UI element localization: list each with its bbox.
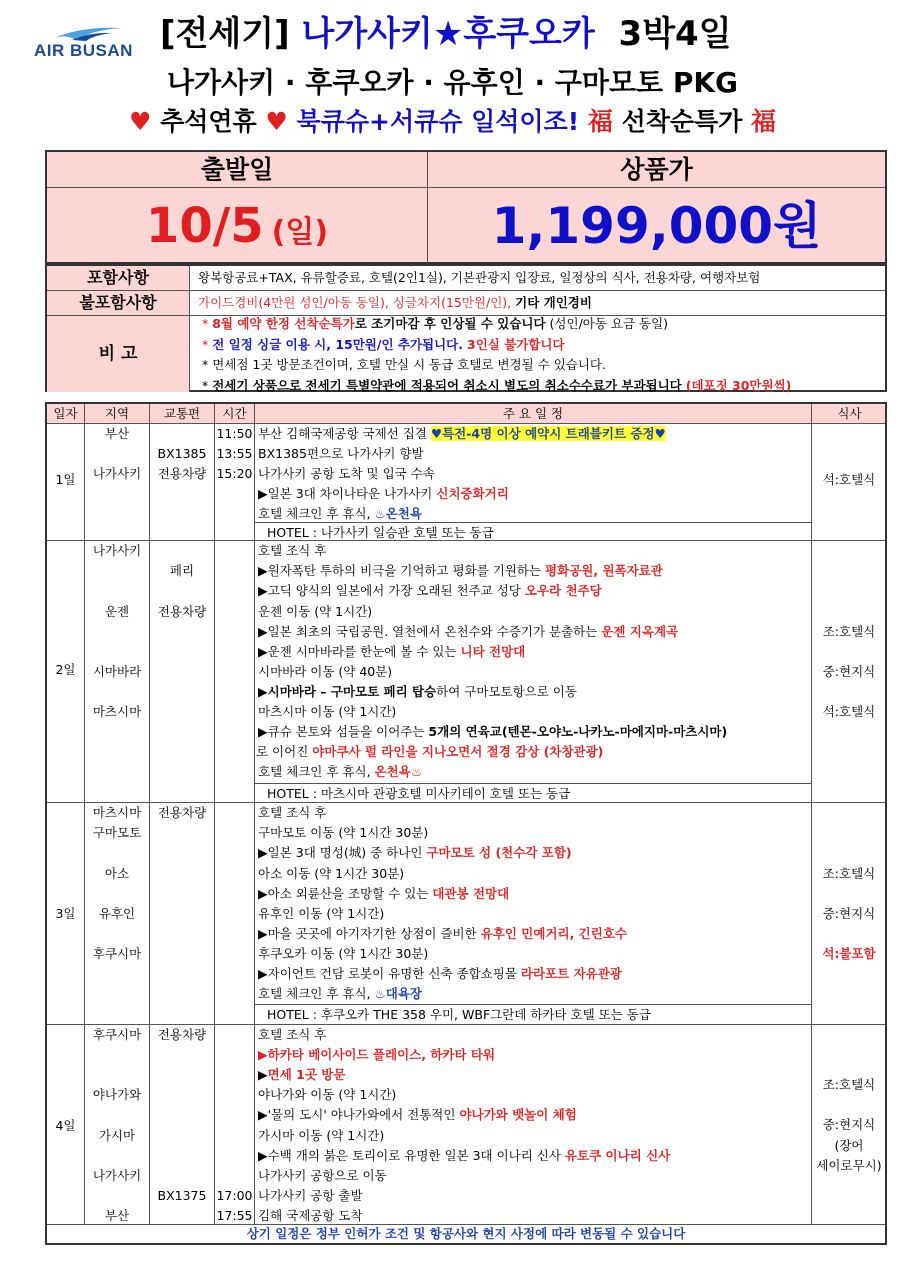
area: 아소 <box>104 866 130 881</box>
itinerary-line: 야나가와 이동 (약 1시간) <box>258 1087 397 1102</box>
excluded-black: 기타 개인경비 <box>515 295 592 310</box>
promo-route: 북큐슈+서큐슈 일석이조! <box>296 107 580 136</box>
itinerary-line: ▶고딕 양식의 일본에서 가장 오래된 천주교 성당 오우라 천주당 <box>258 583 602 598</box>
day-label: 4일 <box>55 1118 76 1133</box>
area: 후쿠시마 <box>92 1027 142 1042</box>
itinerary-line: ▶일본 3대 차이나타운 나가사키 신치중화거리 <box>258 486 509 501</box>
area: 나가사키 <box>92 543 142 558</box>
itinerary-line: 후쿠오카 이동 (약 1시간 30분) <box>258 946 429 961</box>
heart-icon: ♥ <box>128 107 152 136</box>
itinerary-line: ▶큐슈 본토와 섬들을 이어주는 5개의 연육교(텐몬-오야노-나카노-마에지마-마츠시마) <box>258 724 728 739</box>
header-itinerary: 주 요 일 정 <box>502 406 564 421</box>
note-4: * 전세기 상품으로 전세기 특별약관에 적용되어 취소시 별도의 취소수수료가 부과됩니다 (데포짓 30만원씩) <box>202 377 792 393</box>
itinerary-line: 호텔 체크인 후 휴식, ♨온천욕 <box>258 506 422 521</box>
itinerary-line: 시마바라 이동 (약 40분) <box>258 664 393 679</box>
title-suffix: 3박4일 <box>618 14 732 54</box>
price-label: 상품가 <box>428 152 885 188</box>
hotel-info: HOTEL : 마츠시마 관광호텔 미사키테이 호텔 또는 동급 <box>255 783 811 803</box>
header-day: 일자 <box>53 406 78 421</box>
itinerary-line: ▶마을 곳곳에 아기자기한 상점이 즐비한 유후인 민예거리, 긴린호수 <box>258 926 627 941</box>
itinerary-line: ▶일본 3대 명성(城) 중 하나인 구마모토 성 (천수각 포함) <box>258 845 572 860</box>
area: 시마바라 <box>92 664 142 679</box>
transport: 전용차량 <box>157 466 207 481</box>
note-2: * 전 일정 싱글 이용 시, 15만원/인 추가됩니다. 3인실 불가합니다 <box>202 336 565 352</box>
meal: 중:현지식 <box>822 664 876 679</box>
schedule-table <box>45 402 887 1245</box>
itinerary-line: 운젠 이동 (약 1시간) <box>258 604 373 619</box>
header-meal: 식사 <box>837 406 862 421</box>
weekday: (일) <box>271 215 329 250</box>
itinerary-line: 호텔 조식 후 <box>258 805 327 820</box>
time: 11:50 <box>216 426 253 441</box>
date-value: 10/5 <box>145 198 264 254</box>
itinerary-line: 호텔 조식 후 <box>258 543 327 558</box>
itinerary-line: ▶원자폭탄 투하의 비극을 기억하고 평화를 기원하는 평화공원, 원폭자료관 <box>258 563 663 578</box>
area: 마츠시마 <box>92 704 142 719</box>
subtitle: 나가사키 · 후쿠오카 · 유후인 · 구마모토 PKG <box>166 66 739 99</box>
notes-label: 비 고 <box>47 316 190 392</box>
meal: 조:호텔식 <box>822 1077 876 1092</box>
area: 야나가와 <box>92 1087 142 1102</box>
itinerary-line: 가시마 이동 (약 1시간) <box>258 1128 385 1143</box>
promo-line <box>0 104 905 140</box>
itinerary-line: ▶아소 외륜산을 조망할 수 있는 대관봉 전망대 <box>258 886 510 901</box>
price-box <box>45 150 887 264</box>
heart-icon: ♥ <box>265 107 288 136</box>
included-label: 포함사항 <box>47 266 190 290</box>
promo-holiday: 추석연휴 <box>160 107 257 136</box>
note-3: * 면세점 1곳 방문조건이며, 호텔 만실 시 동급 호텔로 변경될 수 있습니다. <box>202 357 606 373</box>
transport: 전용차량 <box>157 604 207 619</box>
header-time: 시간 <box>222 406 247 421</box>
meal: 중:현지식 <box>822 1117 876 1132</box>
itinerary-line: 나가사키 공항으로 이동 <box>258 1168 387 1183</box>
itinerary-line: 구마모토 이동 (약 1시간 30분) <box>258 825 429 840</box>
title-main: 나가사키★후쿠오카 <box>301 14 595 54</box>
meal: 세이로무시) <box>816 1158 882 1173</box>
included-text: 왕복항공료+TAX, 유류할증료, 호텔(2인1실), 기본관광지 입장료, 일정상의 식사, 전용차량, 여행자보험 <box>198 270 761 285</box>
itinerary-line: ▶하카타 베이사이드 플레이스, 하카타 타워 <box>258 1047 496 1062</box>
fortune-icon: 福 <box>587 107 613 136</box>
meal: 석:호텔식 <box>822 704 876 719</box>
header-area: 지역 <box>104 406 130 421</box>
footer-note: 상기 일정은 정부 인허가 조건 및 항공사와 현지 사정에 따라 변동될 수 있습니다 <box>246 1226 686 1241</box>
itinerary-line: 호텔 체크인 후 휴식, ♨대욕장 <box>258 986 422 1001</box>
itinerary-line: 김해 국제공항 도착 <box>258 1208 363 1223</box>
area: 후쿠시마 <box>92 946 142 961</box>
area: 부산 <box>104 426 130 441</box>
transport: BX1385 <box>157 446 207 461</box>
time: 17:00 <box>216 1188 253 1203</box>
info-box <box>45 264 887 392</box>
fortune-icon: 福 <box>751 107 777 136</box>
itinerary-line: ▶자이언트 건담 로봇이 유명한 신축 종합쇼핑몰 라라포트 자유관광 <box>258 966 622 981</box>
itinerary-line: ▶운젠 시마바라를 한눈에 볼 수 있는 니타 전망대 <box>258 644 526 659</box>
area: 운젠 <box>104 604 130 619</box>
meal: 석:불포함 <box>822 946 876 961</box>
itinerary-line: BX1385편으로 나가사키 향발 <box>258 446 424 461</box>
wing-icon <box>52 24 124 42</box>
time: 13:55 <box>216 446 253 461</box>
meal: 중:현지식 <box>822 906 876 921</box>
logo-text: AIR BUSAN <box>34 41 133 60</box>
day-label: 2일 <box>55 662 76 677</box>
meal: 석:호텔식 <box>822 472 876 487</box>
itinerary-line: 호텔 체크인 후 휴식, 온천욕♨ <box>258 764 422 779</box>
itinerary-line: ▶일본 최초의 국립공원. 열천에서 온천수와 수증기가 분출하는 운젠 지옥계곡 <box>258 624 679 639</box>
itinerary-line: 나가사키 공항 출발 <box>258 1188 363 1203</box>
itinerary-line: 아소 이동 (약 1시간 30분) <box>258 866 405 881</box>
day-label: 1일 <box>55 472 76 487</box>
note-1: * 8월 예약 한정 선착순특가로 조기마감 후 인상될 수 있습니다 (성인/아동 요금 동일) <box>202 316 669 331</box>
excluded-text <box>190 291 885 315</box>
itinerary-line: ▶'물의 도시' 야나가와에서 전통적인 야나가와 뱃놀이 체험 <box>258 1107 577 1122</box>
itinerary-line: 마츠시마 이동 (약 1시간) <box>258 704 397 719</box>
excluded-red: 가이드경비(4만원 성인/아동 동일), 싱글차지(15만원/인), <box>198 295 512 310</box>
itinerary-line: 부산 김해국제공항 국제선 집결 ♥특전-4명 이상 예약시 트래블키트 증정♥ <box>258 426 666 441</box>
area: 마츠시마 <box>92 805 142 820</box>
area: 나가사키 <box>92 1168 142 1183</box>
departure-date <box>47 188 427 264</box>
itinerary-line: ▶시마바라 – 구마모토 페리 탑승하여 구마모토항으로 이동 <box>258 684 577 699</box>
table-header <box>47 404 885 424</box>
transport: BX1375 <box>157 1188 207 1203</box>
time: 15:20 <box>216 466 253 481</box>
time: 17:55 <box>216 1208 253 1223</box>
itinerary-line: 로 이어진 야마쿠사 펄 라인을 지나오면서 절경 감상 (차창관광) <box>256 744 604 759</box>
price-amount: 1,199,000원 <box>491 197 822 255</box>
meal: 조:호텔식 <box>822 866 876 881</box>
excluded-label: 불포함사항 <box>47 291 190 315</box>
transport: 전용차량 <box>157 805 207 820</box>
area: 구마모토 <box>92 825 142 840</box>
itinerary-line: ▶면세 1곳 방문 <box>258 1067 346 1082</box>
itinerary-line: 호텔 조식 후 <box>258 1027 327 1042</box>
area: 부산 <box>104 1208 130 1223</box>
area: 나가사키 <box>92 466 142 481</box>
area: 가시마 <box>98 1128 136 1143</box>
air-busan-logo <box>34 24 144 66</box>
transport: 페리 <box>169 563 195 578</box>
meal: 조:호텔식 <box>822 624 876 639</box>
date-label: 출발일 <box>47 152 427 188</box>
meal: (장어 <box>834 1138 864 1153</box>
itinerary-line: 유후인 이동 (약 1시간) <box>258 906 385 921</box>
header-transport: 교통편 <box>163 406 201 421</box>
hotel-info: HOTEL : 후쿠오카 THE 358 우미, WBF그란데 하카타 호텔 또는 동급 <box>255 1004 811 1024</box>
area: 유후인 <box>98 906 136 921</box>
day-label: 3일 <box>55 906 76 921</box>
itinerary-line: 나가사키 공항 도착 및 입국 수속 <box>258 466 435 481</box>
hotel-info: HOTEL : 나가사키 일승관 호텔 또는 동급 <box>255 522 811 542</box>
itinerary-line: ▶수백 개의 붉은 토리이로 유명한 일본 3대 이나리 신사 유토쿠 이나리 신사 <box>258 1148 671 1163</box>
title-prefix: [전세기] <box>160 14 290 54</box>
transport: 전용차량 <box>157 1027 207 1042</box>
page-title <box>160 10 732 58</box>
notes <box>190 314 885 396</box>
promo-special: 선착순특가 <box>621 107 743 136</box>
